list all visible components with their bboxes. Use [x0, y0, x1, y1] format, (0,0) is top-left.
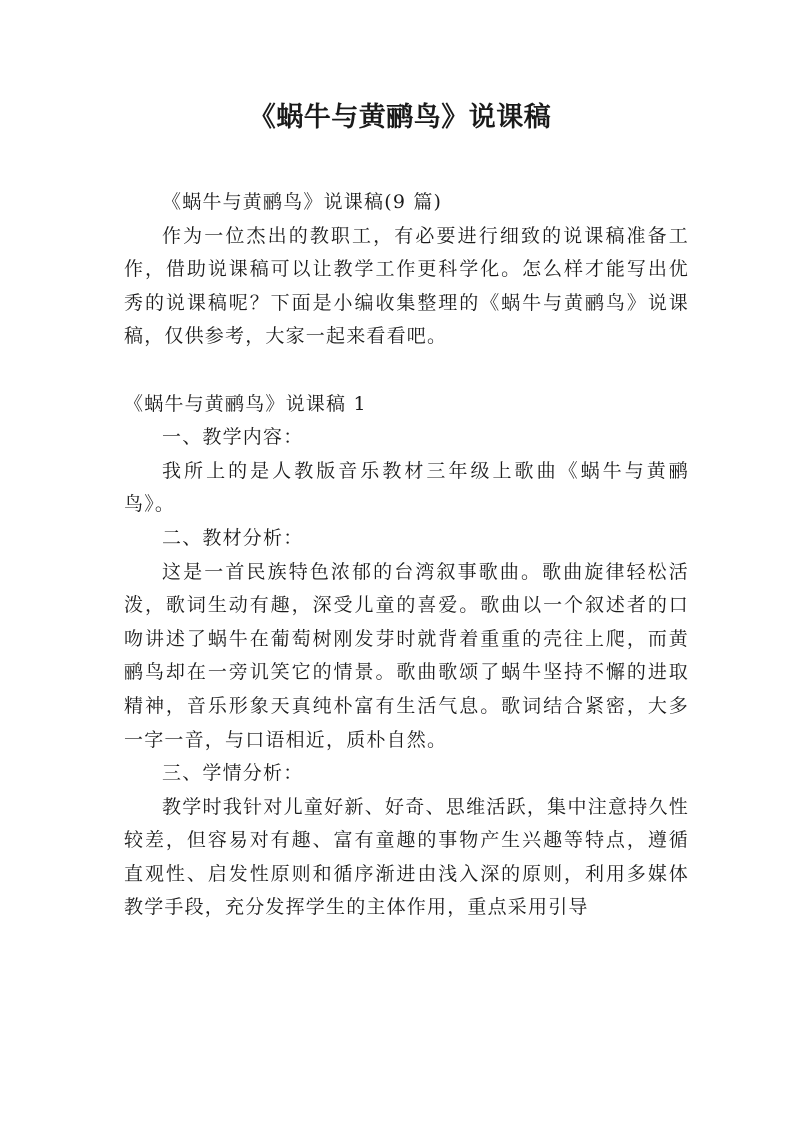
document-subtitle: 《蜗牛与黄鹂鸟》说课稿(9 篇) — [162, 191, 443, 213]
blank-line — [124, 354, 689, 388]
paragraph-student-analysis: 教学时我针对儿童好新、好奇、思维活跃，集中注意持久性较差，但容易对有趣、富有童趣的事物产生兴趣等特点，遵循直观性、启发性原则和循序渐进由浅入深的原则，利用多媒体教学手段，充分发挥学生的主体作用，重点采用引导 — [124, 795, 689, 919]
heading-student-analysis: 三、学情分析： — [162, 762, 304, 785]
section-heading: 《蜗牛与黄鹂鸟》说课稿 1 — [124, 392, 367, 415]
document-title: 《蜗牛与黄鹂鸟》说课稿 — [248, 102, 552, 133]
paragraph-material-analysis: 这是一首民族特色浓郁的台湾叙事歌曲。歌曲旋律轻松活泼，歌词生动有趣，深受儿童的喜爱。歌曲以一个叙述者的口吻讲述了蜗牛在葡萄树刚发芽时就背着重重的壳往上爬，而黄鹂鸟却在一旁讥笑它的情景。歌曲歌颂了蜗牛坚持不懈的进取精神，音乐形象天真纯朴富有生活气息。歌词结合紧密，大多一字一音，与口语相近，质朴自然。 — [124, 560, 689, 751]
heading-teaching-content: 一、教学内容： — [162, 426, 304, 449]
intro-paragraph: 作为一位杰出的教职工，有必要进行细致的说课稿准备工作，借助说课稿可以让教学工作更科学化。怎么样才能写出优秀的说课稿呢？下面是小编收集整理的《蜗牛与黄鹂鸟》说课稿，仅供参考，大家一起来看看吧。 — [124, 224, 689, 348]
paragraph-teaching-content: 我所上的是人教版音乐教材三年级上歌曲《蜗牛与黄鹂鸟》。 — [124, 459, 689, 516]
document-body — [124, 186, 689, 925]
heading-material-analysis: 二、教材分析： — [162, 526, 304, 549]
